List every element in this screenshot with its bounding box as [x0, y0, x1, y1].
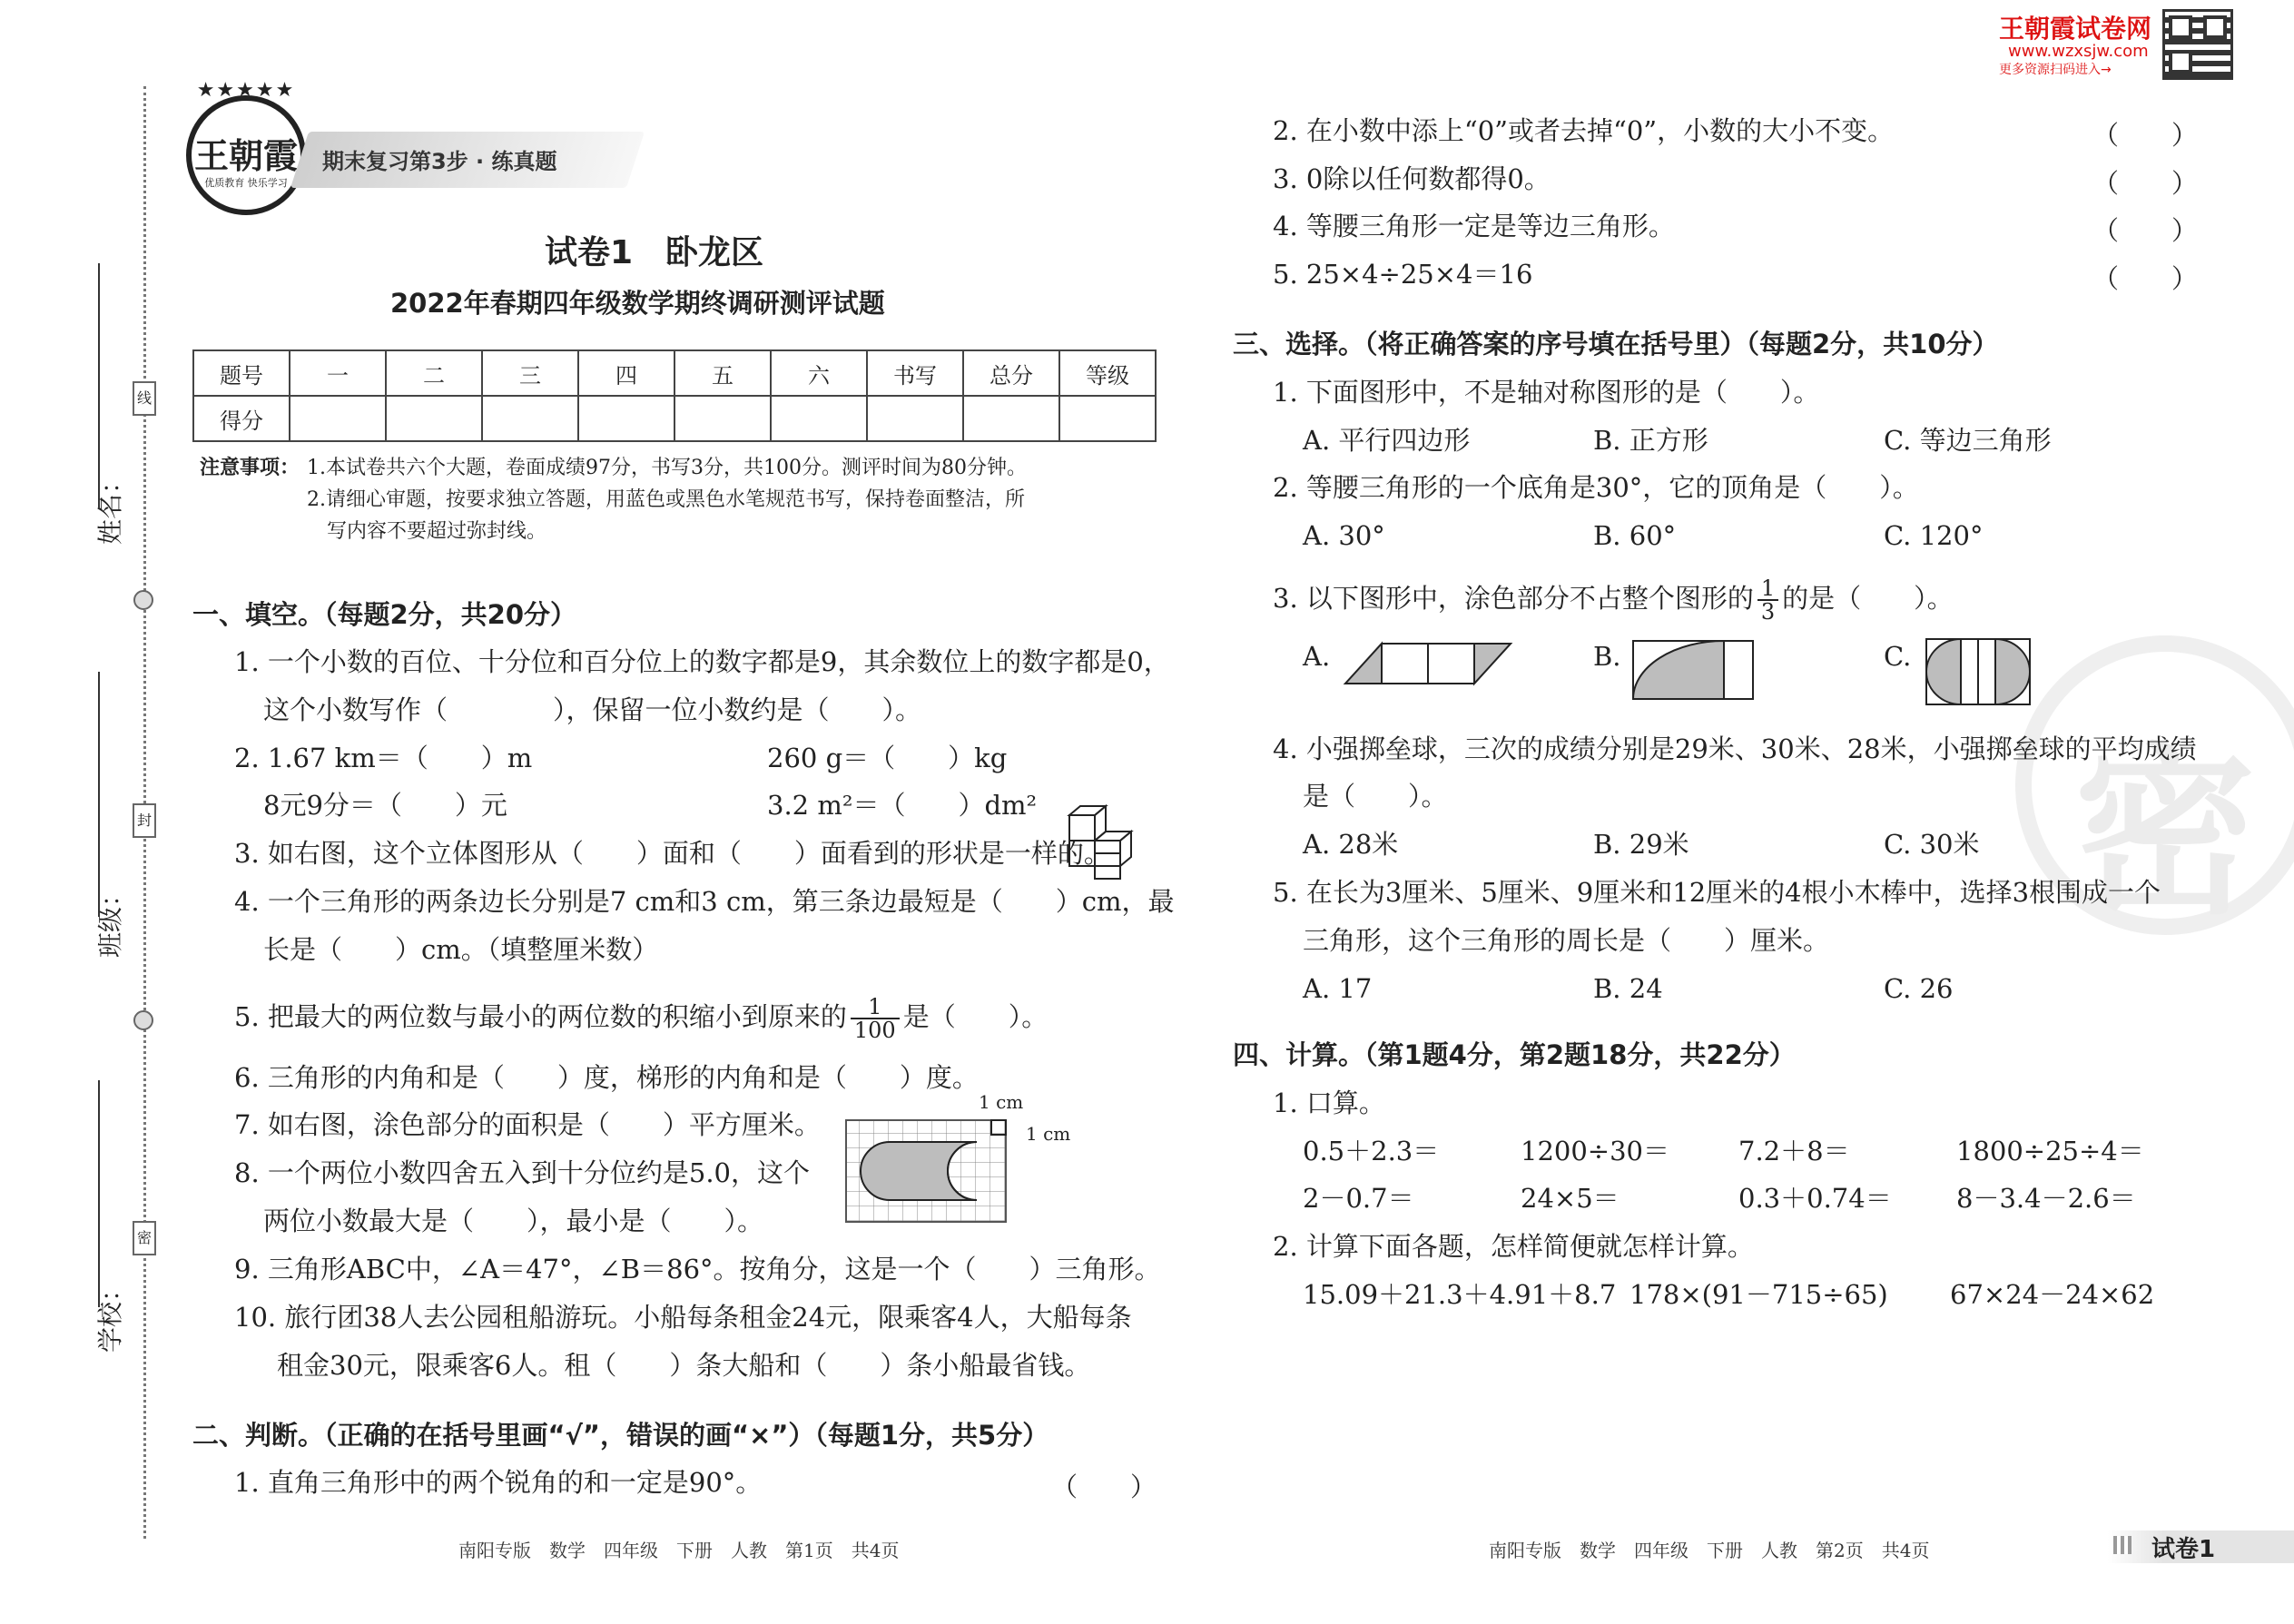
- oral-calc-item: 2－0.7＝: [1303, 1183, 1414, 1214]
- oral-calc-item: 1800÷25÷4＝: [1956, 1136, 2144, 1166]
- score-cell[interactable]: [578, 396, 674, 441]
- question-text: 5. 把最大的两位数与最小的两位数的积缩小到原来的: [234, 1001, 847, 1032]
- question-text: 9. 三角形ABC中，∠A＝47°，∠B＝86°。按角分，这是一个（ ）三角形。: [234, 1254, 1161, 1284]
- notes-line: 2.请细心审题，按要求独立答题，用蓝色或黑色水笔规范书写，保持卷面整洁，所: [307, 488, 1025, 511]
- footer-tag: 试卷1: [2151, 1536, 2216, 1563]
- school-label: 学校：: [95, 1275, 125, 1353]
- table-cell: 等级: [1059, 350, 1156, 396]
- option-b[interactable]: B. 60°: [1593, 520, 1677, 551]
- option-a[interactable]: A. 17: [1303, 973, 1373, 1004]
- question-text: 2. 计算下面各题，怎样简便就怎样计算。: [1273, 1231, 1754, 1262]
- fraction: [851, 996, 900, 1041]
- answer-parens[interactable]: （ ）: [2092, 215, 2199, 246]
- question-text: 2. 等腰三角形的一个底角是30°，它的顶角是（ ）。: [1273, 472, 1919, 503]
- table-row: [193, 396, 1156, 441]
- question-text: 租金30元，限乘客6人。租（ ）条大船和（ ）条小船最省钱。: [277, 1350, 1091, 1381]
- oral-calc-item: 8－3.4－2.6＝: [1956, 1183, 2136, 1214]
- logo-subtext: 优质教育 快乐学习: [204, 177, 288, 189]
- question-text: 3. 0除以任何数都得0。: [1273, 163, 1551, 194]
- parallelogram-figure: [1342, 640, 1514, 687]
- school-field[interactable]: [98, 1080, 100, 1307]
- score-table: [192, 349, 1157, 442]
- fraction-denominator: 100: [853, 1018, 896, 1043]
- table-cell: 一: [290, 350, 386, 396]
- question-text: 是（ ）。: [1303, 781, 1448, 812]
- table-cell: 得分: [193, 396, 290, 441]
- option-c[interactable]: C. 30米: [1884, 829, 1980, 860]
- table-cell: 题号: [193, 350, 290, 396]
- site-url[interactable]: www.wzxsjw.com: [2008, 42, 2149, 61]
- section-title: 二、判断。（正确的在括号里画“√”，错误的画“×”）（每题1分，共5分）: [192, 1420, 1049, 1451]
- fraction-numerator: 1: [1757, 577, 1778, 601]
- question-text: 3. 如右图，这个立体图形从（ ）面和（ ）面看到的形状是一样的。: [234, 838, 1110, 869]
- answer-parens[interactable]: （ ）: [2092, 263, 2199, 294]
- option-a[interactable]: A. 平行四边形: [1303, 425, 1471, 456]
- score-cell[interactable]: [674, 396, 771, 441]
- option-b[interactable]: B.: [1593, 641, 1621, 672]
- footer-dots-icon: [2113, 1536, 2132, 1554]
- paper-subtitle: 2022年春期四年级数学期终调研测评试题: [390, 288, 885, 319]
- question-5: [234, 996, 1048, 1041]
- seal-char-xian: 线: [133, 381, 156, 416]
- option-c[interactable]: C. 120°: [1884, 520, 1984, 551]
- oral-calc-item: 24×5＝: [1521, 1183, 1620, 1214]
- seal-char-feng: 封: [133, 803, 156, 838]
- fraction: [1757, 577, 1778, 623]
- question-text: 3.2 m²＝（ ）dm²: [767, 790, 1038, 821]
- question-text: 8元9分＝（ ）元: [263, 790, 507, 821]
- notes-line: 1.本试卷共六个大题，卷面成绩97分，书写3分，共100分。测评时间为80分钟。: [307, 457, 1027, 479]
- crown-icon: ★★★★★: [196, 79, 296, 102]
- watermark-char: 密: [2073, 726, 2256, 940]
- question-text: 8. 一个两位小数四舍五入到十分位约是5.0，这个: [234, 1157, 811, 1188]
- logo-text: 王朝霞: [193, 135, 298, 176]
- option-a[interactable]: A.: [1303, 641, 1331, 672]
- site-name: 王朝霞试卷网: [1999, 14, 2152, 44]
- table-cell: 四: [578, 350, 674, 396]
- question-text: 是（ ）。: [902, 1001, 1049, 1032]
- punch-hole-icon: [133, 1010, 153, 1030]
- question-text: 1. 口算。: [1273, 1088, 1385, 1118]
- table-cell: 五: [674, 350, 771, 396]
- question-text: 10. 旅行团38人去公园租船游玩。小船每条租金24元，限乘客4人，大船每条: [234, 1302, 1132, 1333]
- calc-item: 67×24－24×62: [1950, 1279, 2155, 1310]
- question-text: 6. 三角形的内角和是（ ）度，梯形的内角和是（ ）度。: [234, 1062, 979, 1093]
- question-text: 5. 25×4÷25×4＝16: [1273, 259, 1533, 290]
- option-a[interactable]: A. 30°: [1303, 520, 1385, 551]
- option-b[interactable]: B. 29米: [1593, 829, 1689, 860]
- question-text: 这个小数写作（ ），保留一位小数约是（ ）。: [263, 694, 922, 725]
- oral-calc-item: 0.3＋0.74＝: [1738, 1183, 1892, 1214]
- seal-char-mi: 密: [133, 1221, 156, 1255]
- table-cell: 三: [482, 350, 578, 396]
- grid-figure: [844, 1118, 1026, 1227]
- badge-text: 期末复习第3步 · 练真题: [322, 149, 557, 174]
- question-text: 260 g＝（ ）kg: [767, 743, 1008, 773]
- question-text: 1. 直角三角形中的两个锐角的和一定是90°。: [234, 1467, 763, 1498]
- class-field[interactable]: [98, 672, 100, 917]
- question-text: 2. 1.67 km＝（ ）m: [234, 743, 533, 773]
- question-text: 的是（ ）。: [1782, 583, 1954, 614]
- option-b[interactable]: B. 24: [1593, 973, 1663, 1004]
- notes-line: 写内容不要超过弥封线。: [327, 520, 547, 543]
- answer-parens[interactable]: （ ）: [2092, 120, 2199, 151]
- section-title: 四、计算。（第1题4分，第2题18分，共22分）: [1233, 1039, 1796, 1070]
- question-text: 4. 等腰三角形一定是等边三角形。: [1273, 211, 1675, 241]
- table-row: [193, 350, 1156, 396]
- paper-title: 试卷1 卧龙区: [545, 234, 764, 271]
- table-cell: 书写: [867, 350, 963, 396]
- answer-parens[interactable]: （ ）: [2092, 168, 2199, 199]
- question-text: 4. 小强掷垒球，三次的成绩分别是29米、30米、28米，小强掷垒球的平均成绩: [1273, 733, 2197, 764]
- oral-calc-item: 1200÷30＝: [1521, 1136, 1670, 1166]
- oral-calc-item: 7.2＋8＝: [1738, 1136, 1850, 1166]
- section-title: 三、选择。（将正确答案的序号填在括号里）（每题2分，共10分）: [1233, 329, 1999, 359]
- score-cell[interactable]: [963, 396, 1059, 441]
- oral-calc-item: 0.5＋2.3＝: [1303, 1136, 1440, 1166]
- score-cell[interactable]: [386, 396, 482, 441]
- name-label: 姓名：: [95, 468, 125, 545]
- score-cell[interactable]: [867, 396, 963, 441]
- class-label: 班级：: [95, 881, 125, 958]
- table-cell: 二: [386, 350, 482, 396]
- answer-parens[interactable]: （ ）: [1051, 1471, 1157, 1502]
- question-3: [1273, 577, 1954, 623]
- question-text: 三角形，这个三角形的周长是（ ）厘米。: [1303, 925, 1830, 956]
- question-text: 3. 以下图形中，涂色部分不占整个图形的: [1273, 583, 1754, 614]
- question-text: 两位小数最大是（ ），最小是（ ）。: [263, 1206, 764, 1236]
- option-c[interactable]: C. 26: [1884, 973, 1954, 1004]
- score-cell[interactable]: [771, 396, 867, 441]
- semicircle-figure: [1923, 635, 2033, 708]
- question-text: 长是（ ）cm。（填整厘米数）: [263, 934, 659, 965]
- grid-label-side: 1 cm: [1026, 1123, 1071, 1145]
- question-text: 2. 在小数中添上“0”或者去掉“0”，小数的大小不变。: [1273, 115, 1895, 146]
- calc-item: 178×(91－715÷65): [1629, 1279, 1888, 1310]
- notes-label: 注意事项：: [200, 457, 300, 479]
- footer-right: 南阳专版 数学 四年级 下册 人教 第2页 共4页: [1489, 1540, 1930, 1561]
- question-text: 1. 一个小数的百位、十分位和百分位上的数字都是9，其余数位上的数字都是0，: [234, 646, 1170, 677]
- option-c[interactable]: C. 等边三角形: [1884, 425, 2052, 456]
- fraction-numerator: 1: [851, 996, 900, 1019]
- fraction-denominator: 3: [1760, 599, 1776, 625]
- calc-item: 15.09＋21.3＋4.91＋8.7: [1303, 1279, 1617, 1310]
- name-field[interactable]: [98, 263, 100, 508]
- score-cell[interactable]: [290, 396, 386, 441]
- question-text: 7. 如右图，涂色部分的面积是（ ）平方厘米。: [234, 1109, 821, 1140]
- option-a[interactable]: A. 28米: [1303, 829, 1399, 860]
- option-c[interactable]: C.: [1884, 641, 1912, 672]
- section-title: 一、填空。（每题2分，共20分）: [192, 599, 577, 630]
- punch-hole-icon: [133, 590, 153, 610]
- question-text: 5. 在长为3厘米、5厘米、9厘米和12厘米的4根小木棒中，选择3根围成一个: [1273, 877, 2161, 908]
- grid-label-top: 1 cm: [979, 1091, 1024, 1113]
- footer-left: 南阳专版 数学 四年级 下册 人教 第1页 共4页: [458, 1540, 900, 1561]
- table-cell: 六: [771, 350, 867, 396]
- cube-figure: [1062, 799, 1135, 881]
- score-cell[interactable]: [482, 396, 578, 441]
- question-text: 4. 一个三角形的两条边长分别是7 cm和3 cm，第三条边最短是（ ）cm，最: [234, 886, 1175, 917]
- option-b[interactable]: B. 正方形: [1593, 425, 1708, 456]
- score-cell[interactable]: [1059, 396, 1156, 441]
- quarter-circle-figure: [1629, 637, 1757, 703]
- question-text: 1. 下面图形中，不是轴对称图形的是（ ）。: [1273, 377, 1820, 408]
- brand-logo: [186, 79, 306, 215]
- table-cell: 总分: [963, 350, 1059, 396]
- site-hint: 更多资源扫码进入→: [1999, 63, 2112, 77]
- qr-code-icon[interactable]: [2162, 9, 2233, 80]
